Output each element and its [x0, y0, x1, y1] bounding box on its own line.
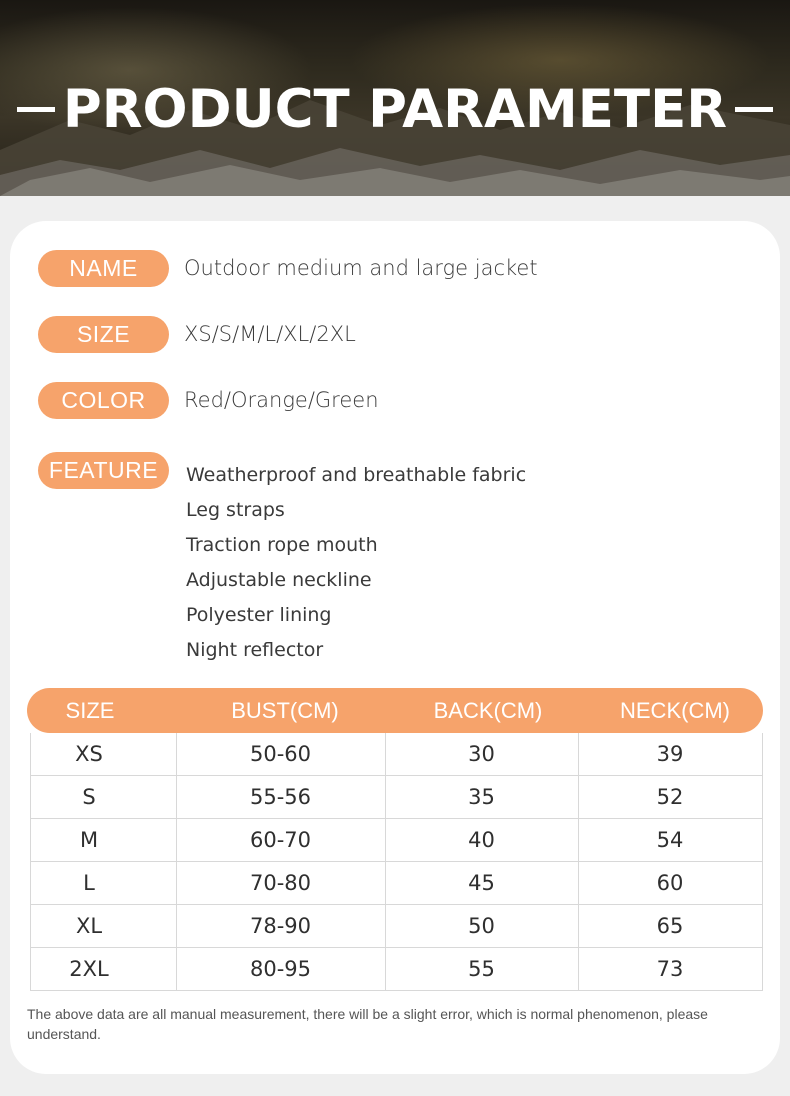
feature-item: Weatherproof and breathable fabric — [186, 464, 527, 486]
parameter-card — [10, 221, 780, 1074]
cell-neck: 54 — [656, 828, 684, 852]
table-row — [30, 733, 763, 776]
cell-size: L — [83, 871, 95, 895]
cell-neck: 52 — [656, 785, 684, 809]
cell-bust: 60-70 — [249, 828, 312, 852]
page-title-text: PRODUCT PARAMETER — [62, 78, 728, 140]
measurement-note: The above data are all manual measurement, there will be a slight error, which is normal phenomenon, please understand. — [27, 1006, 708, 1042]
cell-bust: 70-80 — [249, 871, 312, 895]
feature-list — [186, 458, 526, 668]
table-row — [30, 819, 763, 862]
cell-bust: 78-90 — [249, 914, 312, 938]
cell-back: 40 — [468, 828, 495, 852]
param-value-name: Outdoor medium and large jacket — [184, 256, 538, 280]
param-label-feature: FEATURE — [38, 452, 169, 489]
cell-bust: 50-60 — [249, 742, 312, 766]
table-row — [30, 862, 763, 905]
cell-neck: 39 — [656, 742, 684, 766]
header-banner — [0, 0, 790, 196]
page-title — [0, 74, 790, 144]
cell-neck: 60 — [656, 871, 684, 895]
feature-item: Adjustable neckline — [186, 569, 372, 591]
cell-back: 35 — [468, 785, 495, 809]
param-value-size: XS/S/M/L/XL/2XL — [184, 322, 356, 346]
cell-back: 30 — [468, 742, 495, 766]
cell-size: M — [79, 828, 99, 852]
cell-bust: 55-56 — [249, 785, 312, 809]
table-row — [30, 905, 763, 948]
feature-item: Night reflector — [186, 639, 324, 661]
cell-size: XL — [75, 914, 103, 938]
cell-size: 2XL — [69, 957, 109, 981]
feature-item: Traction rope mouth — [186, 534, 378, 556]
cell-back: 50 — [468, 914, 495, 938]
col-header-back: BACK(CM) — [433, 698, 543, 723]
col-header-size: SIZE — [65, 698, 115, 723]
feature-item: Polyester lining — [186, 604, 332, 626]
size-table-body — [30, 733, 763, 991]
cell-size: S — [82, 785, 96, 809]
param-label-size: SIZE — [38, 316, 169, 353]
cell-bust: 80-95 — [249, 957, 312, 981]
table-row — [30, 948, 763, 991]
col-header-neck: NECK(CM) — [620, 698, 730, 723]
cell-neck: 65 — [656, 914, 684, 938]
cell-back: 55 — [468, 957, 495, 981]
size-table-header — [27, 688, 763, 733]
param-label-name: NAME — [38, 250, 169, 287]
param-label-color: COLOR — [38, 382, 169, 419]
col-header-bust: BUST(CM) — [231, 698, 339, 723]
cell-size: XS — [75, 742, 103, 766]
title-dash-left — [17, 107, 55, 112]
cell-neck: 73 — [656, 957, 684, 981]
title-dash-right — [735, 107, 773, 112]
table-row — [30, 776, 763, 819]
cell-back: 45 — [468, 871, 495, 895]
param-value-color: Red/Orange/Green — [184, 388, 379, 412]
feature-item: Leg straps — [186, 499, 285, 521]
